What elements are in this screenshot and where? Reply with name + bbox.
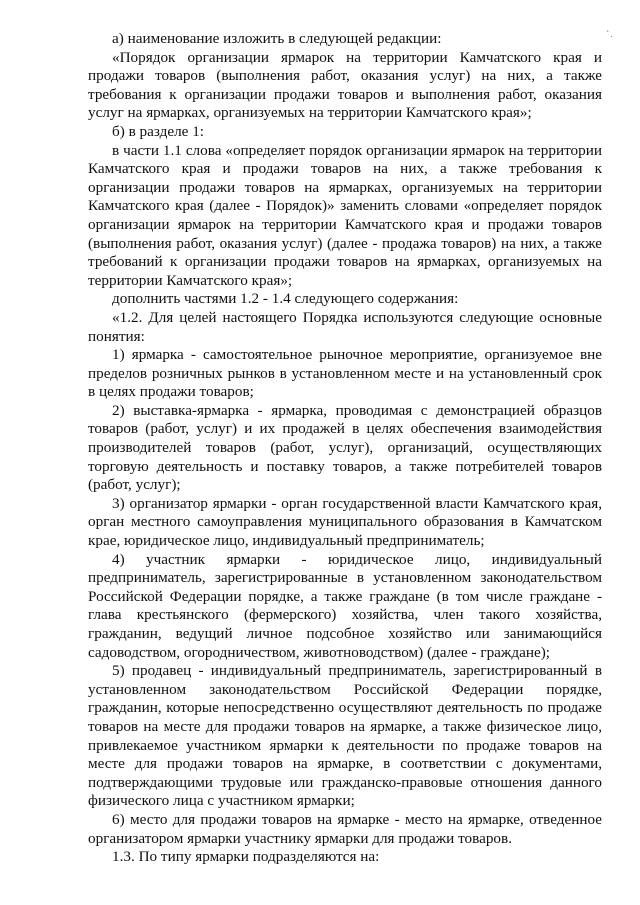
definition-item-4: 4) участник ярмарки - юридическое лицо, индивидуальный предприниматель, зарегистрированные в установленном законодательством Российской Федерации порядке, а также граждане (в том числе граждане - глава крестьянского (фермерского) хозяйства, член такого хозяйства, гражданин, ведущий личное подсобное хозяйство или занимающийся садоводством, огородничеством, животноводством) (далее - граждане); [88, 550, 602, 661]
paragraph-new-title: «Порядок организации ярмарок на территории Камчатского края и продажи товаров (выполнения работ, оказания услуг) на них, а также требования к организации продажи товаров и выполнения работ, оказания услуг на ярмарках, организуемых на территории Камчатского края»; [88, 48, 602, 122]
paragraph-section-1: б) в разделе 1: [112, 122, 205, 140]
paragraph-part-1-1: в части 1.1 слова «определяет порядок организации ярмарок на территории Камчатского края и продажи товаров на них, а также требования к организации продажи товаров на ярмарках, организуемых на территории Камчатского края (далее - Порядок)» заменить словами «определяет порядок организации ярмарок на территории Камчатского края и продажи товаров (выполнения работ, оказания услуг) (далее - продажа товаров) на них, а также требований к организации продажи товаров на ярмарках, организуемых на территории Камчатского края»; [88, 141, 602, 289]
document-body [88, 30, 602, 867]
definition-item-5: 5) продавец - индивидуальный предприниматель, зарегистрированный в установленном законодательством Российской Федерации порядке, гражданин, которые непосредственно осуществляют деятельность по продаже товаров на месте для продажи товаров на ярмарке, а также физическое лицо, привлекаемое участником ярмарки к деятельности по продаже товаров на месте для продажи товаров на ярмарке, в соответствии с документами, подтверждающими трудовые или гражданско-правовые отношения данного физического лица с участником ярмарки; [88, 662, 602, 810]
definition-item-2: 2) выставка-ярмарка - ярмарка, проводимая с демонстрацией образцов товаров (работ, услуг) и их продажей в целях обеспечения взаимодействия производителей товаров (работ, услуг), организаций, осуществляющих торговую деятельность и поставку товаров, а также потребителей товаров (работ, услуг); [88, 401, 602, 494]
definition-item-6: 6) место для продажи товаров на ярмарке - место на ярмарке, отведенное организатором ярмарки участнику ярмарки для продажи товаров. [88, 810, 602, 847]
paragraph-title-amendment: а) наименование изложить в следующей редакции: [112, 30, 442, 47]
scan-mark: `. [606, 30, 613, 39]
definition-item-1: 1) ярмарка - самостоятельное рыночное мероприятие, организуемое вне пределов розничных рынков в установленном месте и на установленный срок в целях продажи товаров; [88, 346, 602, 401]
paragraph-add-parts: дополнить частями 1.2 - 1.4 следующего содержания: [112, 290, 459, 308]
definition-item-3: 3) организатор ярмарки - орган государственной власти Камчатского края, орган местного самоуправления муниципального образования в Камчатском крае, юридическое лицо, индивидуальный предприниматель; [88, 494, 602, 550]
paragraph-1-3: 1.3. По типу ярмарки подразделяются на: [112, 848, 380, 866]
paragraph-1-2-intro: «1.2. Для целей настоящего Порядка используются следующие основные понятия: [88, 308, 602, 345]
